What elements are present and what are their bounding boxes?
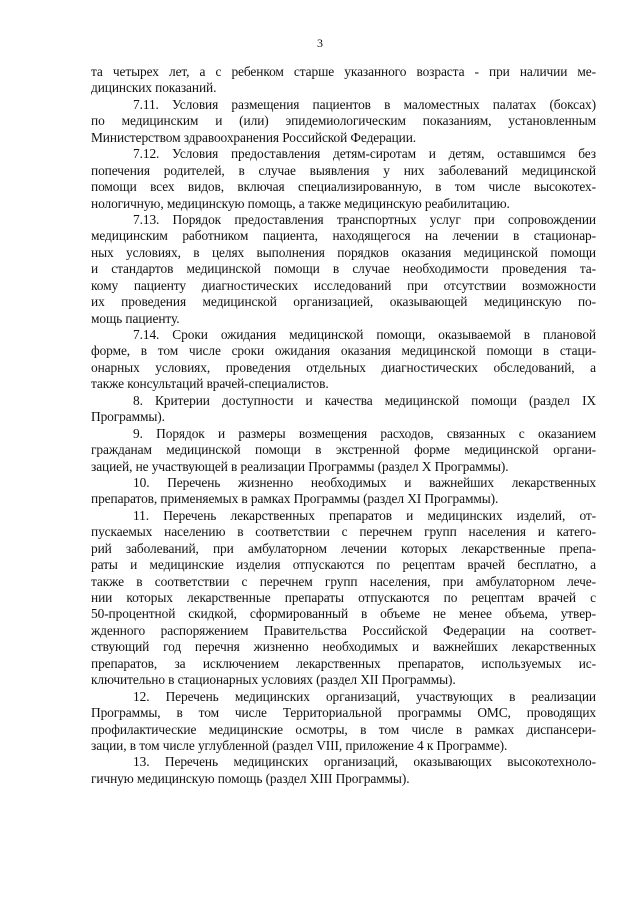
text-line: ных условиях, в целях выполнения порядков оказания медицинской помощи xyxy=(91,244,596,260)
text-line: попечения родителей, в случае выявления у них заболеваний медицинской xyxy=(91,162,596,178)
text-line: мощь пациенту. xyxy=(91,310,180,326)
text-line: гичную медицинскую помощь (раздел XIII Программы). xyxy=(91,770,410,786)
text-line: 12. Перечень медицинских организаций, участвующих в реализации xyxy=(133,688,596,704)
paragraph xyxy=(91,393,596,426)
text-line: Программы, в том числе Территориальной программы ОМС, проводящих xyxy=(91,705,596,721)
text-line: 9. Порядок и размеры возмещения расходов, связанных с оказанием xyxy=(133,425,596,441)
text-line: также консультаций врачей-специалистов. xyxy=(91,376,329,392)
text-line: 7.12. Условия предоставления детям-сиротам и детям, оставшимся без xyxy=(133,146,596,162)
text-line: помощи всех видов, включая специализированную, в том числе высокотех- xyxy=(91,179,596,195)
text-line: форме, в том числе сроки ожидания оказания медицинской помощи в стаци- xyxy=(91,343,596,359)
text-line: препаратов, за исключением лекарственных препаратов, используемых ис- xyxy=(91,655,596,671)
text-line: нологичную, медицинскую помощь, а также медицинскую реабилитацию. xyxy=(91,195,510,211)
text-line: 50-процентной скидкой, сформированный в объеме не менее объема, утвер- xyxy=(91,606,596,622)
text-line: 7.14. Сроки ожидания медицинской помощи, оказываемой в плановой xyxy=(133,327,596,342)
text-line: ствующий год перечня жизненно необходимых и важнейших лекарственных xyxy=(91,639,596,655)
text-line: зации, в том числе углубленной (раздел VIII, приложение 4 к Программе). xyxy=(91,737,508,753)
text-line: по медицинским и (или) эпидемиологическим показаниям, установленным xyxy=(91,113,596,129)
text-line: дицинских показаний. xyxy=(91,80,217,96)
paragraph xyxy=(91,508,596,689)
text-line: и стандартов медицинской помощи в случае необходимости проведения та- xyxy=(91,261,596,277)
paragraph xyxy=(91,754,596,787)
paragraph xyxy=(91,212,596,327)
paragraph xyxy=(91,689,596,755)
text-line: зацией, не участвующей в реализации Программы (раздел X Программы). xyxy=(91,458,509,474)
text-line: рий заболеваний, при амбулаторном лечении которых лекарственные препа- xyxy=(91,540,596,556)
paragraph xyxy=(91,97,596,146)
text-line: пускаемых населению в соответствии с перечнем групп населения и катего- xyxy=(91,524,596,540)
text-line: препаратов, применяемых в рамках Программы (раздел XI Программы). xyxy=(91,491,499,507)
text-line: также в соответствии с перечнем групп населения, при амбулаторном лече- xyxy=(91,573,596,589)
text-line: нии которых лекарственные препараты отпускаются по рецептам врачей с xyxy=(91,590,596,605)
page-number: 3 xyxy=(317,36,323,50)
text-line: 7.13. Порядок предоставления транспортных услуг при сопровождении xyxy=(133,211,596,227)
text-line: 11. Перечень лекарственных препаратов и медицинских изделий, от- xyxy=(133,507,596,523)
text-line: 10. Перечень жизненно необходимых и важнейших лекарственных xyxy=(133,474,596,490)
text-line: Министерством здравоохранения Российской Федерации. xyxy=(91,129,417,145)
text-line: Программы). xyxy=(91,409,165,425)
text-line: 7.11. Условия размещения пациентов в маломестных палатах (боксах) xyxy=(133,96,596,112)
text-line: онарных условиях, проведения отдельных диагностических обследований, а xyxy=(91,359,596,375)
paragraph xyxy=(91,327,596,393)
paragraph xyxy=(91,64,596,97)
text-line: кому пациенту диагностических исследований при отсутствии возможности xyxy=(91,277,596,293)
document-body xyxy=(91,64,596,787)
text-line: 13. Перечень медицинских организаций, оказывающих высокотехноло- xyxy=(133,754,596,770)
paragraph xyxy=(91,426,596,475)
text-line: жденного распоряжением Правительства Российской Федерации на соответ- xyxy=(91,622,596,638)
text-line: ключительно в стационарных условиях (раздел XII Программы). xyxy=(91,672,456,688)
text-line: та четырех лет, а с ребенком старше указанного возраста - при наличии ме- xyxy=(91,64,596,79)
text-line: гражданам медицинской помощи в экстренной форме медицинской органи- xyxy=(91,442,596,458)
text-line: 8. Критерии доступности и качества медицинской помощи (раздел IX xyxy=(133,392,596,408)
text-line: раты и медицинские изделия отпускаются по рецептам врачей бесплатно, а xyxy=(91,557,596,573)
paragraph xyxy=(91,475,596,508)
text-line: медицинским работником пациента, находящегося на лечении в стационар- xyxy=(91,228,596,244)
text-line: их проведения медицинской организацией, оказывающей медицинскую по- xyxy=(91,294,596,310)
text-line: профилактические медицинские осмотры, в том числе в рамках диспансери- xyxy=(91,721,596,737)
paragraph xyxy=(91,146,596,212)
